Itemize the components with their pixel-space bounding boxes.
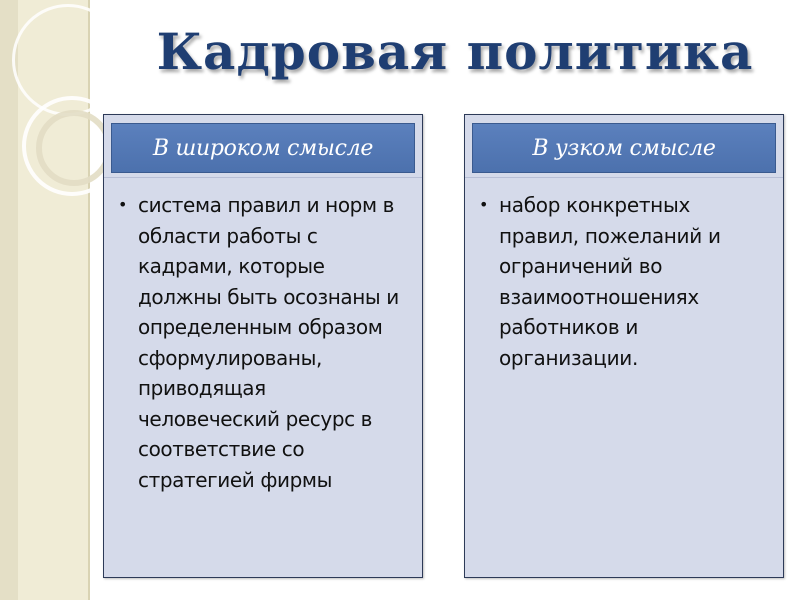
decorative-sidebar [0,0,90,600]
sidebar-stripe [0,0,18,600]
column-heading: В узком смысле [472,123,776,173]
column-body [465,177,783,373]
bullet-text: набор конкретных правил, пожеланий и ограничений во взаимоотношениях работников и организации. [499,193,721,370]
column-broad-sense [103,114,423,578]
column-body [104,177,422,495]
bullet-marker: • [479,195,489,214]
bullet-text: система правил и норм в области работы с кадрами, которые должны быть осознаны и определенным образом сформулированы, приводящая человеческий ресурс в соответствие со стратегией фирмы [138,193,399,492]
column-narrow-sense [464,114,784,578]
slide-title: Кадровая политика [156,22,754,81]
column-heading: В широком смысле [111,123,415,173]
bullet-marker: • [118,195,128,214]
decorative-ring [36,110,112,186]
